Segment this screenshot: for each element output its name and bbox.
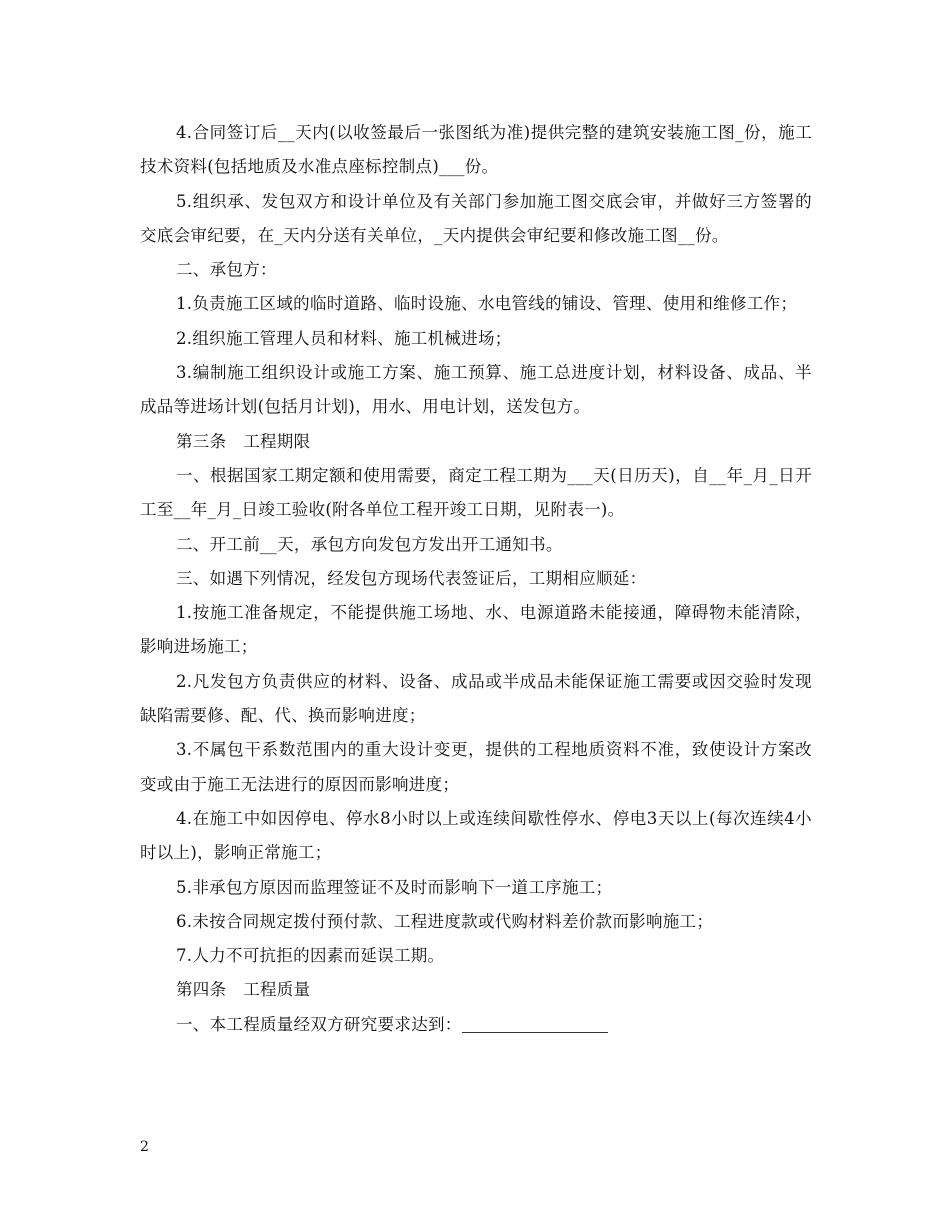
section-heading: 二、承包方：	[176, 260, 277, 280]
paragraph: 2.凡发包方负责供应的材料、设备、成品或半成品未能保证施工需要或因交验时发现缺陷需要修、配、代、换而影响进度；	[140, 671, 812, 726]
paragraph: 二、开工前__天，承包方向发包方发出开工通知书。	[176, 534, 563, 554]
paragraph: 3.不属包干系数范围内的重大设计变更，提供的工程地质资料不准，致使设计方案改变或由于施工无法进行的原因而影响进度；	[140, 740, 812, 794]
paragraph: 7.人力不可抗拒的因素而延误工期。	[176, 946, 445, 966]
blank-fill-line	[462, 1014, 608, 1033]
paragraph: 3.编制施工组织设计或施工方案、施工预算、施工总进度计划，材料设备、成品、半成品等进场计划(包括月计划)，用水、用电计划，送发包方。	[140, 363, 812, 417]
document-body	[140, 116, 812, 1042]
paragraph: 4.合同签订后__天内(以收签最后一张图纸为准)提供完整的建筑安装施工图_份，施工技术资料(包括地质及水准点座标控制点)___份。	[140, 123, 812, 177]
page-number: 2	[140, 1139, 149, 1155]
paragraph: 1.负责施工区域的临时道路、临时设施、水电管线的铺设、管理、使用和维修工作；	[176, 294, 798, 314]
paragraph: 4.在施工中如因停电、停水8小时以上或连续间歇性停水、停电3天以上(每次连续4小时以上)，影响正常施工；	[140, 808, 812, 863]
quality-requirement-label: 一、本工程质量经双方研究要求达到：	[176, 1014, 462, 1034]
article-heading: 第四条 工程质量	[176, 980, 311, 1000]
paragraph: 5.非承包方原因而监理签证不及时而影响下一道工序施工；	[176, 877, 613, 897]
paragraph: 一、根据国家工期定额和使用需要，商定工程工期为___天(日历天)，自__年_月_日开工至__年_月_日竣工验收(附各单位工程开竣工日期，见附表一)。	[140, 465, 812, 520]
article-heading: 第三条 工程期限	[176, 431, 311, 451]
paragraph: 5.组织承、发包双方和设计单位及有关部门参加施工图交底会审，并做好三方签署的交底会审纪要，在_天内分送有关单位，_天内提供会审纪要和修改施工图__份。	[140, 191, 812, 245]
paragraph: 三、如遇下列情况，经发包方现场代表签证后，工期相应顺延：	[176, 568, 647, 588]
paragraph: 2.组织施工管理人员和材料、施工机械进场；	[176, 328, 512, 348]
paragraph: 1.按施工准备规定，不能提供施工场地、水、电源道路未能接通，障碍物未能清除，影响进场施工；	[140, 603, 812, 657]
paragraph-with-blank	[140, 1008, 812, 1042]
paragraph: 6.未按合同规定拨付预付款、工程进度款或代购材料差价款而影响施工；	[176, 911, 714, 931]
